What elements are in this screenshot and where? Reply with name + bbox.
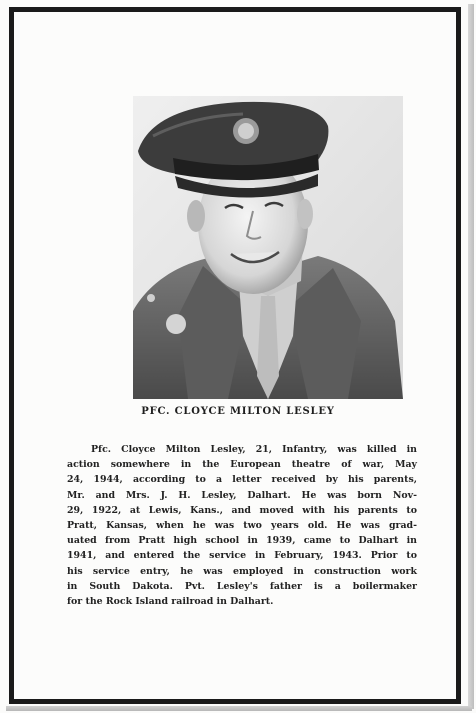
obituary-line: Mr. and Mrs. J. H. Lesley, Dalhart. He was born Nov- [67, 489, 417, 501]
obituary-text [67, 442, 417, 609]
obituary-line: Pfc. Cloyce Milton Lesley, 21, Infantry, was killed in [91, 444, 417, 455]
obituary-line: 29, 1922, at Lewis, Kans., and moved with his parents to [67, 504, 417, 516]
obituary-line: his service entry, he was employed in construction work [67, 565, 417, 577]
soldier-name-caption: PFC. CLOYCE MILTON LESLEY [141, 406, 335, 417]
obituary-line: action somewhere in the European theatre of war, May [67, 459, 417, 471]
obituary-line: for the Rock Island railroad in Dalhart. [67, 596, 274, 608]
obituary-line: 1941, and entered the service in February, 1943. Prior to [67, 550, 417, 562]
soldier-portrait [133, 96, 403, 399]
obituary-line: 24, 1944, according to a letter received by his parents, [67, 474, 417, 486]
page-edge-shadow-bottom [6, 706, 472, 711]
obituary-line: uated from Pratt high school in 1939, came to Dalhart in [67, 535, 417, 547]
obituary-line: Pratt, Kansas, when he was two years old. He was grad- [67, 520, 417, 532]
page-edge-shadow [468, 4, 474, 709]
obituary-line: in South Dakota. Pvt. Lesley's father is a boilermaker [67, 580, 417, 592]
